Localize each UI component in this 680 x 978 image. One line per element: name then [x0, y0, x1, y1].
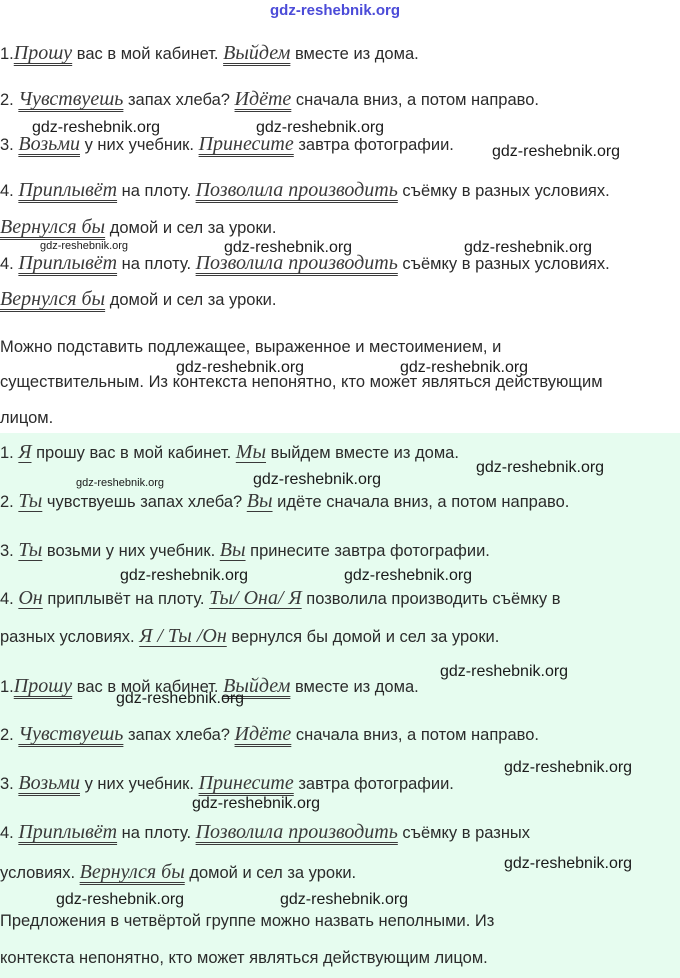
- explanation-text: лицом.: [0, 409, 54, 427]
- watermark: gdz-reshebnik.org: [504, 759, 633, 776]
- watermark: gdz-reshebnik.org: [56, 891, 185, 908]
- watermark: gdz-reshebnik.org: [504, 855, 633, 872]
- header-watermark: gdz-reshebnik.org: [270, 2, 401, 19]
- watermark: gdz-reshebnik.org: [76, 477, 165, 489]
- sentence-line: 2. Чувствуешь запах хлеба? Идёте сначала вниз, а потом направо.: [0, 723, 539, 745]
- watermark: gdz-reshebnik.org: [32, 119, 161, 136]
- explanation-text: существительным. Из контекста непонятно, кто может являться действующим: [0, 373, 603, 391]
- explanation-text: контекста непонятно, кто может являться действующим лицом.: [0, 949, 488, 967]
- sentence-line: 3. Возьми у них учебник. Принесите завтра фотографии.: [0, 772, 454, 794]
- sentence-line: 1.Прошу вас в мой кабинет. Выйдем вместе из дома.: [0, 42, 419, 64]
- sentence-line: 4. Он приплывёт на плоту. Ты/ Она/ Я позволила производить съёмку в: [0, 587, 561, 609]
- explanation-text: Предложения в четвёртой группе можно назвать неполными. Из: [0, 912, 495, 930]
- watermark: gdz-reshebnik.org: [280, 891, 409, 908]
- sentence-line: Вернулся бы домой и сел за уроки.: [0, 288, 277, 310]
- watermark: gdz-reshebnik.org: [116, 690, 245, 707]
- sentence-line: 3. Ты возьми у них учебник. Вы принесите завтра фотографии.: [0, 539, 490, 561]
- watermark: gdz-reshebnik.org: [224, 239, 353, 256]
- watermark: gdz-reshebnik.org: [256, 119, 385, 136]
- watermark: gdz-reshebnik.org: [192, 795, 321, 812]
- sentence-line: Вернулся бы домой и сел за уроки.: [0, 216, 277, 238]
- watermark: gdz-reshebnik.org: [464, 239, 593, 256]
- watermark: gdz-reshebnik.org: [476, 459, 605, 476]
- watermark: gdz-reshebnik.org: [440, 663, 569, 680]
- watermark: gdz-reshebnik.org: [400, 359, 529, 376]
- explanation-text: Можно подставить подлежащее, выраженное и местоимением, и: [0, 338, 502, 356]
- sentence-line: 1. Я прошу вас в мой кабинет. Мы выйдем вместе из дома.: [0, 441, 459, 463]
- watermark: gdz-reshebnik.org: [344, 567, 473, 584]
- watermark: gdz-reshebnik.org: [492, 143, 621, 160]
- sentence-line: условиях. Вернулся бы домой и сел за уроки.: [0, 861, 357, 883]
- watermark: gdz-reshebnik.org: [120, 567, 249, 584]
- sentence-line: 4. Приплывёт на плоту. Позволила производить съёмку в разных: [0, 821, 531, 843]
- sentence-line: 3. Возьми у них учебник. Принесите завтра фотографии.: [0, 133, 454, 155]
- sentence-line: разных условиях. Я / Ты /Он вернулся бы домой и сел за уроки.: [0, 625, 500, 647]
- sentence-line: 2. Ты чувствуешь запах хлеба? Вы идёте сначала вниз, а потом направо.: [0, 490, 570, 512]
- sentence-line: 1.Прошу вас в мой кабинет. Выйдем вместе из дома.: [0, 675, 419, 697]
- sentence-line: 2. Чувствуешь запах хлеба? Идёте сначала вниз, а потом направо.: [0, 88, 539, 110]
- watermark: gdz-reshebnik.org: [176, 359, 305, 376]
- watermark: gdz-reshebnik.org: [253, 471, 382, 488]
- sentence-line: 4. Приплывёт на плоту. Позволила производить съёмку в разных условиях.: [0, 252, 610, 274]
- watermark: gdz-reshebnik.org: [40, 240, 129, 252]
- sentence-line: 4. Приплывёт на плоту. Позволила производить съёмку в разных условиях.: [0, 179, 610, 201]
